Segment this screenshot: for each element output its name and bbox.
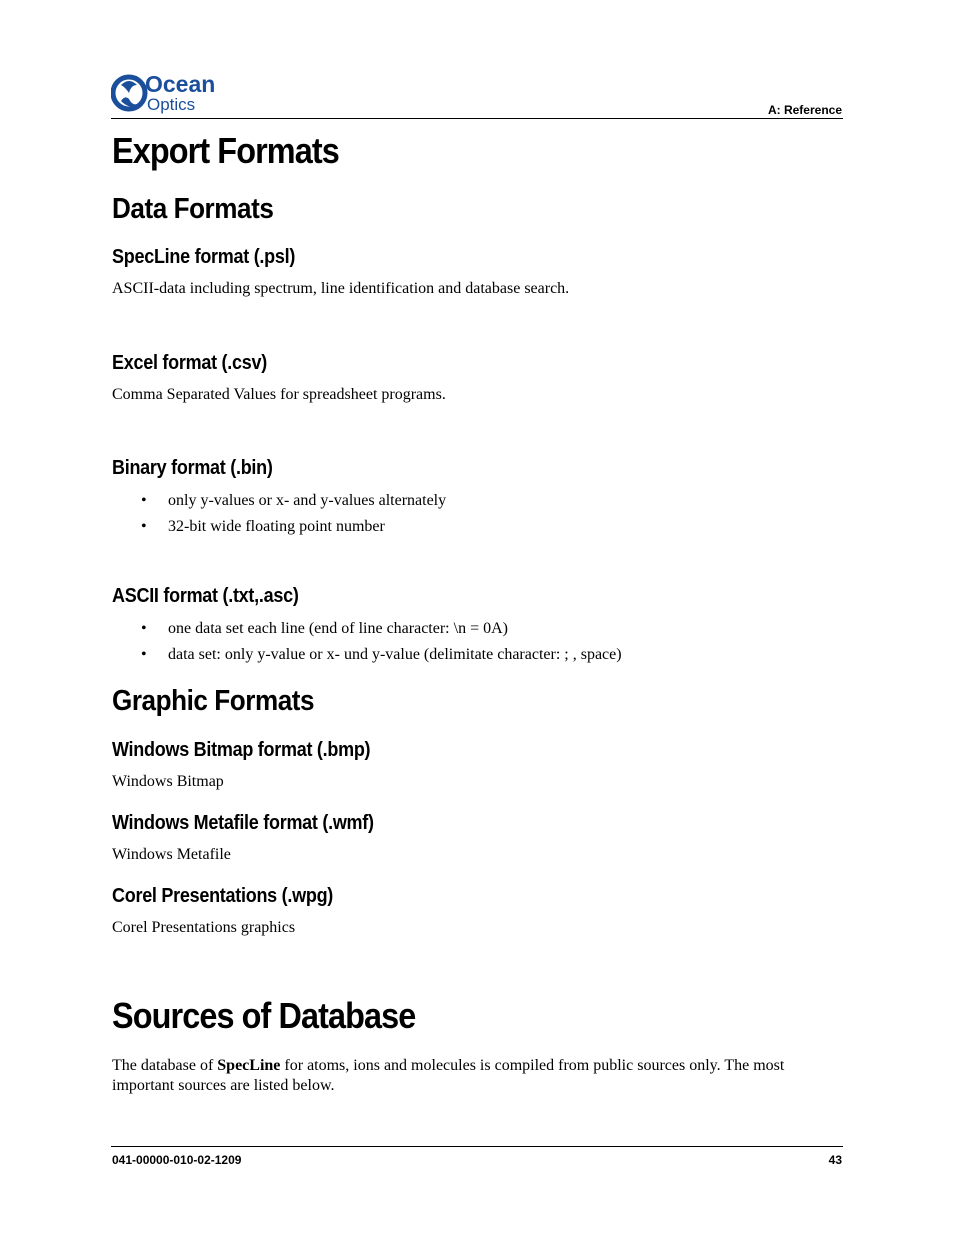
asc-heading: ASCII format (.txt,.asc): [112, 585, 299, 607]
list-item-text: 32-bit wide floating point number: [168, 518, 385, 535]
sources-text: [112, 1056, 844, 1096]
bullet-icon: •: [141, 492, 147, 509]
sources-heading: Sources of Database: [112, 995, 416, 1036]
sources-text-start: The database of: [112, 1057, 218, 1074]
list-item-text: only y-values or x- and y-values alternately: [168, 492, 447, 509]
header-divider: [111, 118, 843, 119]
specline-name: SpecLine: [217, 1057, 281, 1074]
bullet-icon: •: [141, 518, 147, 535]
list-item-text: data set: only y-value or x- und y-value (delimitate character: ; , space): [168, 646, 622, 663]
footer-divider: [111, 1146, 843, 1147]
svg-text:Optics: Optics: [147, 95, 196, 114]
document-number: 041-00000-010-02-1209: [112, 1153, 242, 1167]
csv-text: Comma Separated Values for spreadsheet programs.: [112, 386, 446, 403]
section-label: A: Reference: [767, 103, 842, 117]
wpg-heading: Corel Presentations (.wpg): [112, 885, 334, 907]
wmf-text: Windows Metafile: [112, 846, 231, 863]
ocean-optics-logo: [111, 71, 229, 115]
psl-heading: SpecLine format (.psl): [112, 246, 296, 268]
csv-heading: Excel format (.csv): [112, 352, 267, 374]
wmf-heading: Windows Metafile format (.wmf): [112, 812, 374, 834]
graphic-formats-heading: Graphic Formats: [112, 685, 315, 717]
bmp-heading: Windows Bitmap format (.bmp): [112, 739, 371, 761]
page-title: Export Formats: [112, 130, 339, 171]
page-number: 43: [828, 1153, 842, 1167]
sources-text-end: for atoms, ions and molecules is compiled from public sources only. The most important sources are listed below.: [112, 1057, 785, 1094]
bmp-text: Windows Bitmap: [112, 773, 224, 790]
bullet-icon: •: [141, 620, 147, 637]
svg-text:Ocean: Ocean: [145, 71, 216, 97]
bin-heading: Binary format (.bin): [112, 457, 273, 479]
list-item-text: one data set each line (end of line character: \n = 0A): [168, 620, 508, 637]
wpg-text: Corel Presentations graphics: [112, 919, 296, 936]
psl-text: ASCII-data including spectrum, line identification and database search.: [112, 280, 570, 297]
data-formats-heading: Data Formats: [112, 193, 274, 225]
bullet-icon: •: [141, 646, 147, 663]
